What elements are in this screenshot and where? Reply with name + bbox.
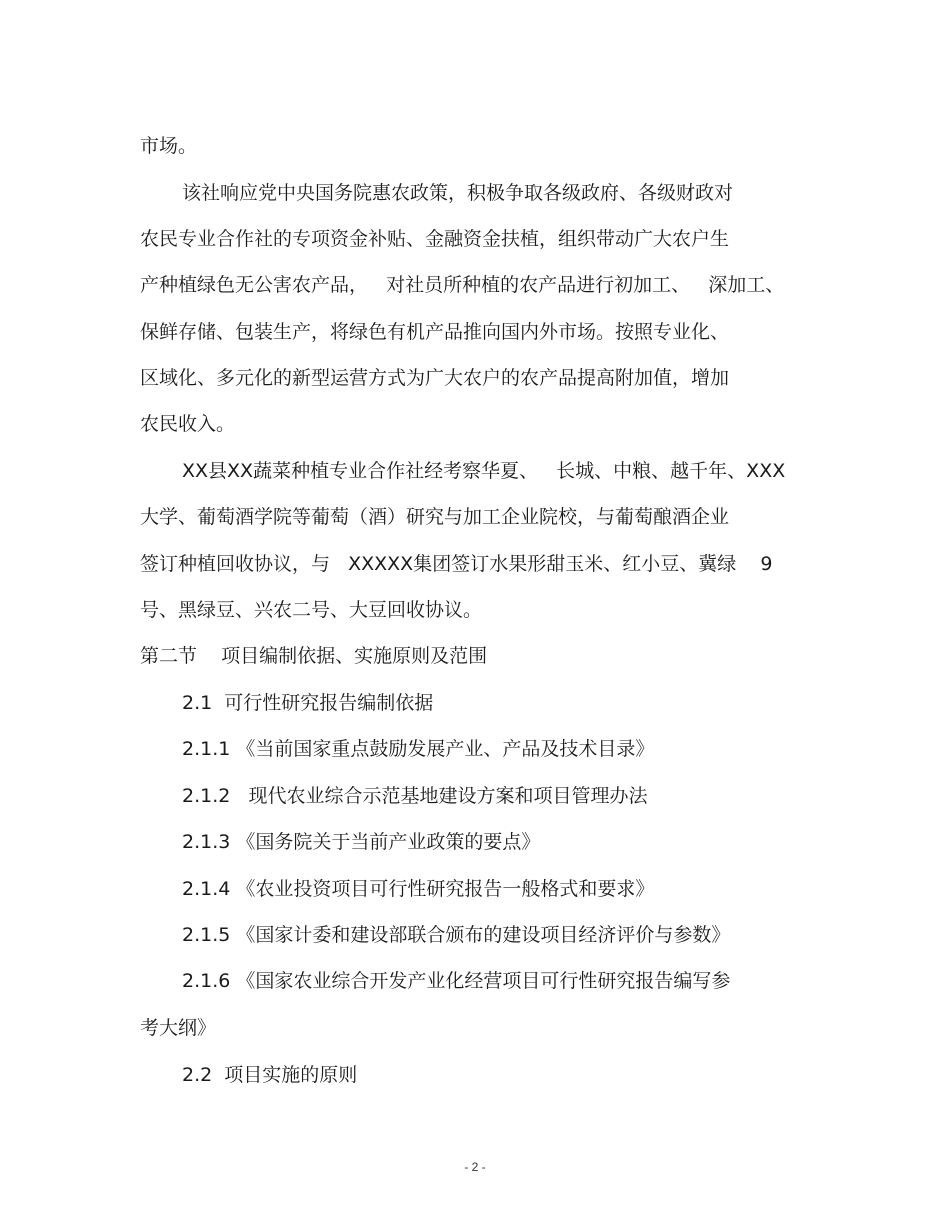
paragraph-line: 号、黑绿豆、兴农二号、大豆回收协议。 [140,599,483,621]
list-item: 2.1.2 现代农业综合示范基地建设方案和项目管理办法 [182,785,648,807]
paragraph-line: 大学、葡萄酒学院等葡萄（酒）研究与加工企业院校，与葡萄酿酒企业 [140,506,730,528]
paragraph-line: 签订种植回收协议，与 XXXXX集团签订水果形甜玉米、红小豆、冀绿 9 [140,553,773,575]
subsection-heading: 2.2 项目实施的原则 [182,1064,358,1086]
paragraph-line: XX县XX蔬菜种植专业合作社经考察华夏、 长城、中粮、越千年、XXX [182,460,786,482]
paragraph-line: 保鲜存储、包装生产，将绿色有机产品推向国内外市场。按照专业化、 [140,321,730,343]
list-item: 2.1.3 《国务院关于当前产业政策的要点》 [182,831,541,853]
paragraph-line: 市场。 [140,135,198,157]
subsection-heading: 2.1 可行性研究报告编制依据 [182,692,434,714]
list-item: 2.1.1 《当前国家重点鼓励发展产业、产品及技术目录》 [182,738,655,760]
paragraph-line: 农民收入。 [140,413,236,435]
paragraph-line: 该社响应党中央国务院惠农政策，积极争取各级政府、各级财政对 [182,182,734,204]
list-item: 2.1.6 《国家农业综合开发产业化经营项目可行性研究报告编写参 [182,970,731,992]
paragraph-line: 农民专业合作社的专项资金补贴、金融资金扶植，组织带动广大农户生 [140,228,730,250]
list-item: 2.1.4 《农业投资项目可行性研究报告一般格式和要求》 [182,878,655,900]
section-heading: 第二节 项目编制依据、实施原则及范围 [140,645,488,667]
paragraph-line: 区域化、多元化的新型运营方式为广大农户的农产品提高附加值，增加 [140,367,730,389]
list-item-continuation: 考大纲》 [140,1017,217,1039]
page-number: - 2 - [464,1160,486,1174]
paragraph-line: 产种植绿色无公害农产品， 对社员所种植的农产品进行初加工、 深加工、 [140,274,785,296]
list-item: 2.1.5 《国家计委和建设部联合颁布的建设项目经济评价与参数》 [182,924,731,946]
